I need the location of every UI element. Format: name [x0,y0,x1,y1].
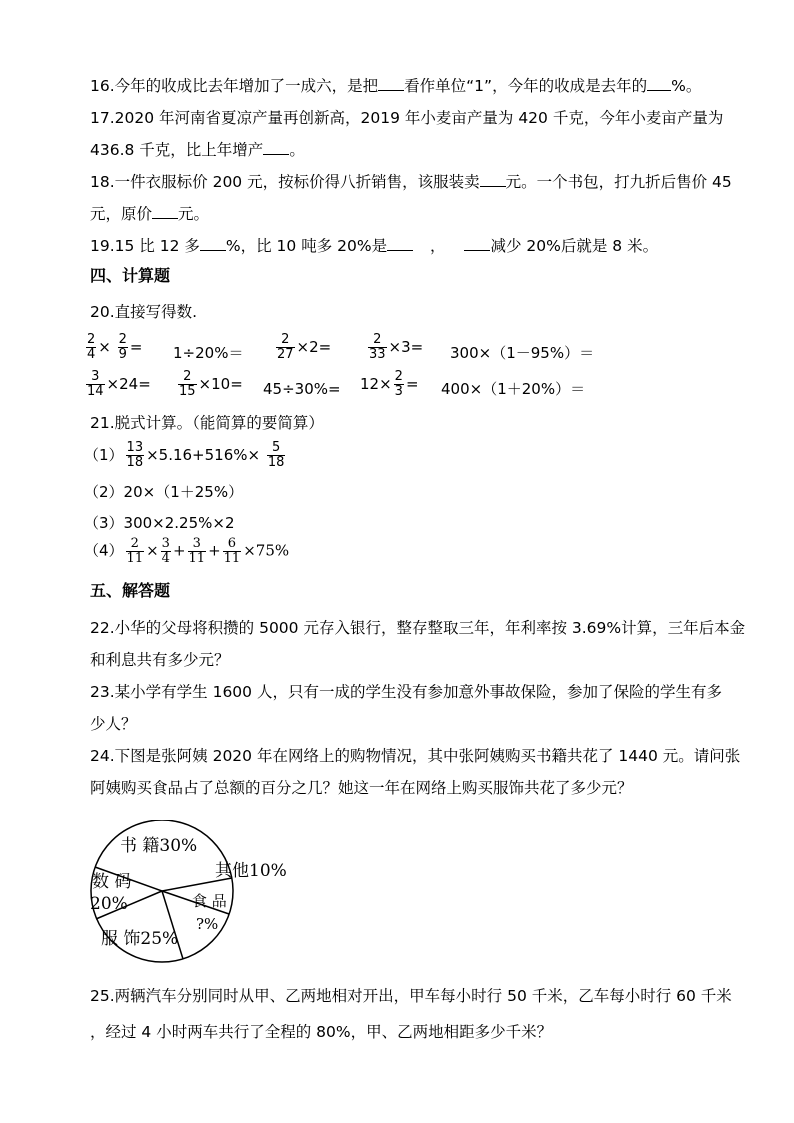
q19-text-d: 减少 20%后就是 8 米。 [490,237,659,255]
question-22-line-2: 和利息共有多少元？ [90,651,230,669]
q16-text-b: 看作单位“1”，今年的收成是去年的 [404,77,648,95]
q21-part-1: （1） $\frac{13}{18}$ ×5.16+516%× $\frac{5}{18}$ [84,440,285,470]
q20-r2-item-1: $\frac{3}{14}$ ×24= [87,369,151,399]
answer-blank[interactable] [200,236,226,251]
slice-label-digital-1: 数 码 [92,872,132,892]
fraction: $\frac{2}{9}$ [118,332,127,362]
fraction: $\frac{3}{4}$ [161,536,170,566]
question-21-title: 21.脱式计算。（能简算的要简算） [90,414,324,432]
slice-label-food-1: 食 品 [192,892,227,910]
question-19 [90,236,658,256]
slice-label-other: 其他10% [215,861,287,881]
fraction: $\frac{2}{4}$ [87,332,96,362]
q20-r1-item-2: 1÷20%＝ [173,344,244,362]
q18-text-d: 元。 [178,205,210,223]
question-24-line-1: 24.下图是张阿姨 2020 年在网络上的购物情况，其中张阿姨购买书籍共花了 1440 元。请问张 [90,747,741,765]
q20-r2-item-3: 45÷30%= [263,380,341,398]
fraction: $\frac{13}{18}$ [126,440,144,470]
slice-label-books: 书 籍30% [120,836,198,856]
question-18-line-2 [90,204,209,224]
slice-label-digital-2: 20% [90,894,128,914]
section-4-heading: 四、计算题 [90,266,171,285]
q20-r2-item-4: 12× $\frac{2}{3}$ = [360,369,419,399]
q20-r1-item-5: 300×（1－95%）＝ [450,344,595,362]
question-17-line-2 [90,140,305,160]
fraction: $\frac{3}{11}$ [188,536,206,566]
q17-text-a: 436.8 千克，比上年增产 [90,141,264,159]
q20-r1-item-3: $\frac{2}{27}$ ×2= [277,332,332,362]
q19-text-a: 19.15 比 12 多 [90,237,200,255]
section-5-heading: 五、解答题 [90,581,171,600]
question-25-line-1: 25.两辆汽车分别同时从甲、乙两地相对开出，甲车每小时行 50 千米，乙车每小时行 60 千米 [90,987,732,1005]
slice-label-apparel: 服 饰25% [101,929,179,949]
q20-r1-item-1: $\frac{2}{4}$ × $\frac{2}{9}$ = [87,332,143,362]
answer-blank[interactable] [480,172,506,187]
q18-text-a: 18.一件衣服标价 200 元，按标价得八折销售，该服装卖 [90,173,480,191]
q18-text-c: 元，原价 [90,205,153,223]
q16-text-c: %。 [671,77,702,95]
q21-part-4: （4） $\frac{2}{11}$ × $\frac{3}{4}$ + $\frac{3}{11}$ + $\frac{6}{11}$ ×75% [84,536,290,566]
q16-text-a: 16.今年的收成比去年增加了一成六，是把 [90,77,379,95]
question-25-line-2: ，经过 4 小时两车共行了全程的 80%，甲、乙两地相距多少千米？ [90,1023,553,1041]
answer-blank[interactable] [387,236,413,251]
fraction: $\frac{2}{27}$ [277,332,294,362]
fraction: $\frac{6}{11}$ [223,536,241,566]
q20-r1-item-4: $\frac{2}{33}$ ×3= [369,332,424,362]
question-23-line-1: 23.某小学有学生 1600 人，只有一成的学生没有参加意外事故保险，参加了保险的学生有多 [90,683,722,701]
answer-blank[interactable] [647,76,671,91]
fraction: $\frac{2}{11}$ [126,536,144,566]
q19-text-c: ， [430,237,446,255]
fraction: $\frac{2}{3}$ [394,369,403,399]
q19-text-b: %，比 10 吨多 20%是 [225,237,388,255]
q20-r2-item-5: 400×（1＋20%）＝ [441,380,586,398]
question-22-line-1: 22.小华的父母将积攒的 5000 元存入银行，整存整取三年，年利率按 3.69%计算，三年后本金 [90,619,746,637]
shopping-pie-chart [80,820,320,970]
answer-blank[interactable] [378,76,404,91]
question-20-title: 20.直接写得数. [90,303,198,321]
q21-part-3: （3）300×2.25%×2 [84,514,235,532]
question-23-line-2: 少人？ [90,715,137,733]
fraction: $\frac{5}{18}$ [267,440,285,470]
question-18-line-1 [90,172,732,192]
q20-r2-item-2: $\frac{2}{15}$ ×10= [179,369,243,399]
q18-text-b: 元。一个书包，打九折后售价 45 [505,173,732,191]
answer-blank[interactable] [152,204,178,219]
fraction: $\frac{2}{15}$ [179,369,196,399]
fraction: $\frac{3}{14}$ [87,369,104,399]
q21-part-2: （2）20×（1＋25%） [84,483,244,501]
question-24-line-2: 阿姨购买食品占了总额的百分之几？她这一年在网络上购买服饰共花了多少元？ [90,779,633,797]
fraction: $\frac{2}{33}$ [369,332,386,362]
answer-blank[interactable] [464,236,490,251]
slice-label-food-2: ?% [196,915,219,933]
question-16 [90,76,701,96]
q17-text-b: 。 [289,141,305,159]
question-17-line-1: 17.2020 年河南省夏凉产量再创新高，2019 年小麦亩产量为 420 千克，今年小麦亩产量为 [90,109,724,127]
answer-blank[interactable] [263,140,289,155]
